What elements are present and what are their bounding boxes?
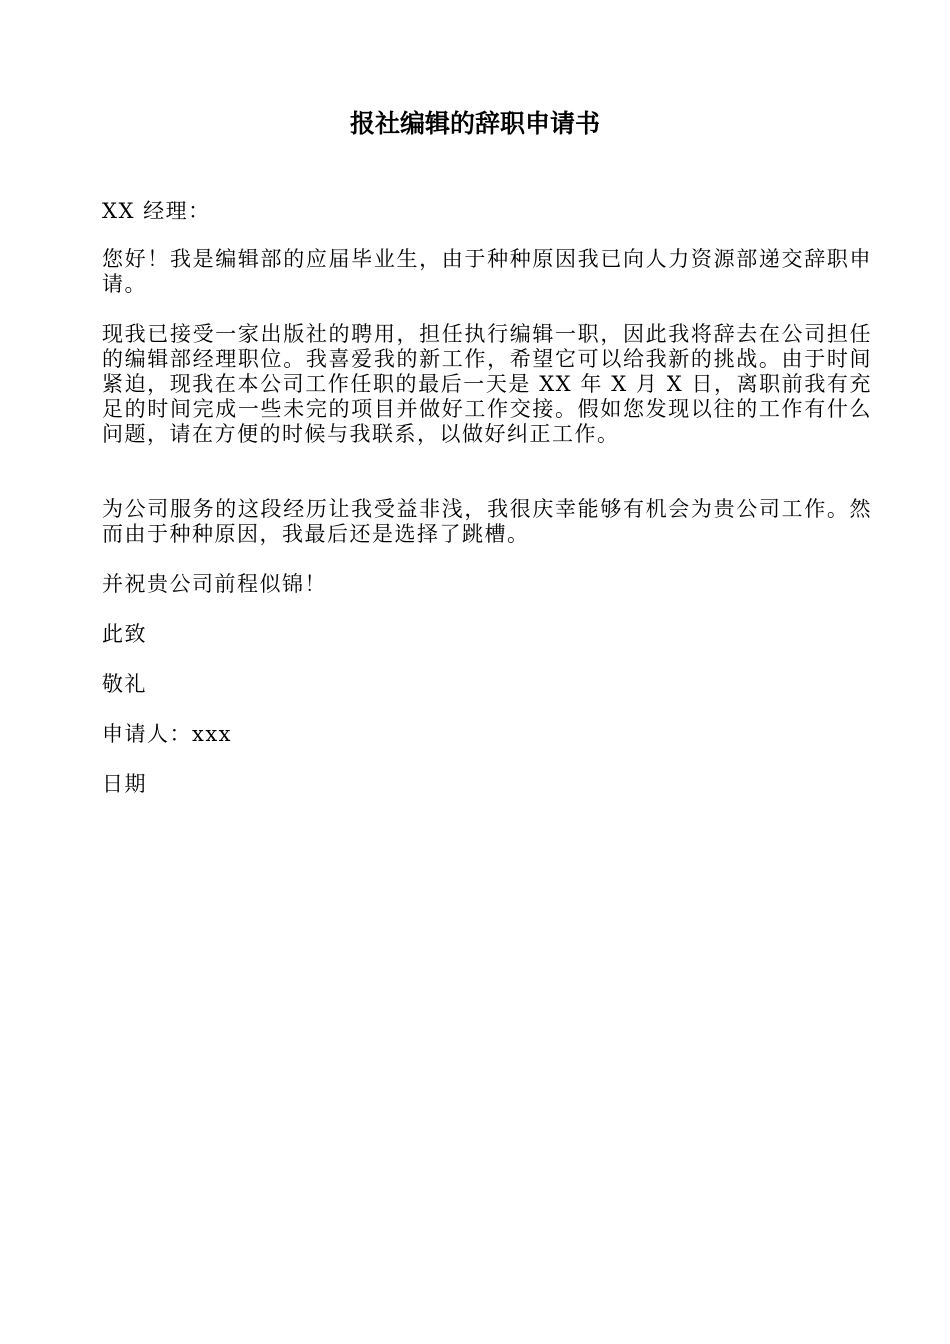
closing-cizhi: 此致 bbox=[102, 622, 147, 646]
wish-line: 并祝贵公司前程似锦！ bbox=[102, 572, 327, 596]
closing-jingli: 敬礼 bbox=[102, 672, 147, 696]
paragraph-intro: 您好！我是编辑部的应届毕业生，由于种种原因我已向人力资源部递交辞职申请。 bbox=[102, 247, 872, 296]
paragraph-details: 现我已接受一家出版社的聘用，担任执行编辑一职，因此我将辞去在公司担任的编辑部经理职位。我喜爱我的新工作，希望它可以给我新的挑战。由于时间紧迫，现我在本公司工作任职的最后一天是 XX 年 X 月 X 日，离职前我有充足的时间完成一些未完的项目并做好工作交接。假如您发现以往的工作有什么问题，请在方便的时候与我联系，以做好纠正工作。 bbox=[102, 322, 872, 446]
document-title: 报社编辑的辞职申请书 bbox=[349, 109, 600, 138]
date-line: 日期 bbox=[102, 772, 147, 796]
applicant-line: 申请人：xxx bbox=[102, 722, 233, 746]
greeting-line: XX 经理： bbox=[102, 199, 211, 223]
paragraph-gratitude: 为公司服务的这段经历让我受益非浅，我很庆幸能够有机会为贵公司工作。然而由于种种原因，我最后还是选择了跳槽。 bbox=[102, 497, 872, 546]
